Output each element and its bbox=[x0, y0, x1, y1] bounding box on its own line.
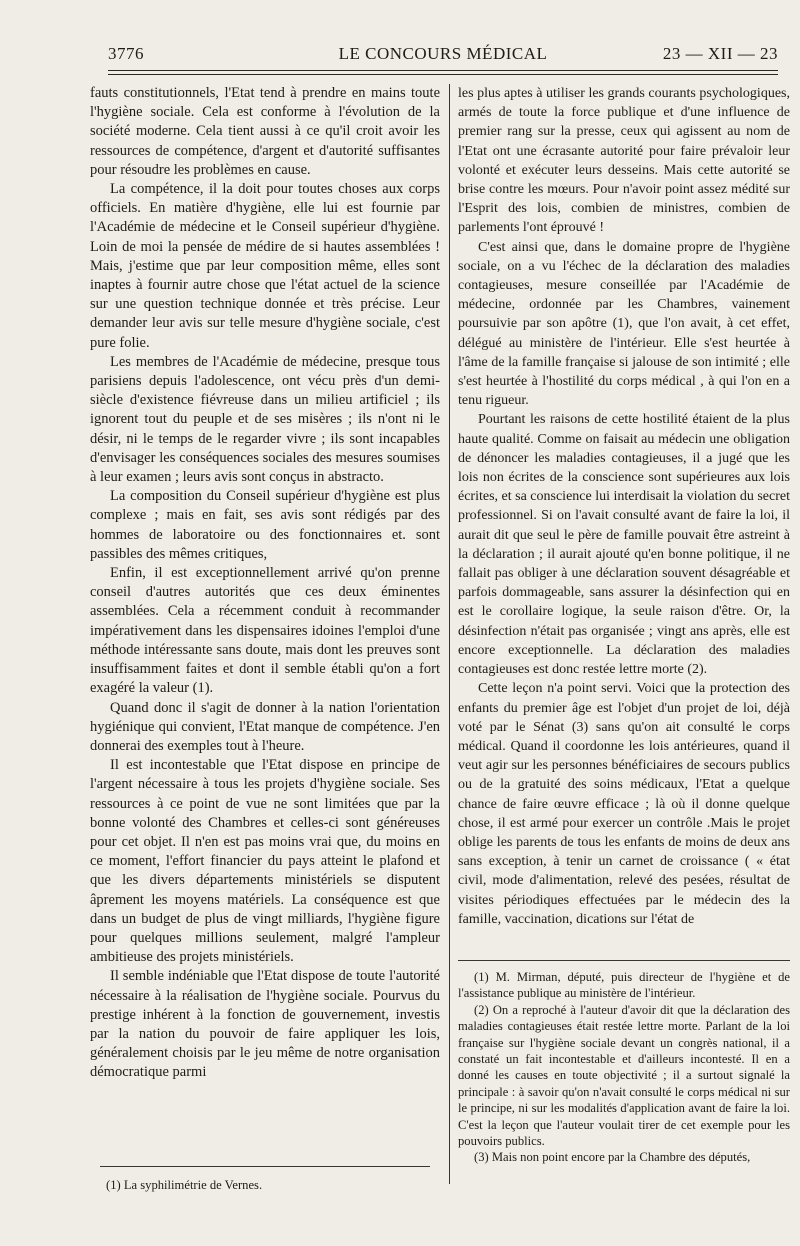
paragraph: fauts constitutionnels, l'Etat tend à prendre en mains toute l'hygiène sociale. Cela est conforme à l'évolution de la société moderne. Cela tient aussi à ce qu'il croit avoir les ressources de compétence, d'argent et d'autorité suffisantes pour résoudre les problèmes en cause. bbox=[90, 85, 440, 178]
paragraph: Il semble indéniable que l'Etat dispose de toute l'autorité nécessaire à la réalisation de l'hygiène sociale. Pourvus du prestige inhérent à la fonction de gouvernement, investis par la nation du pouvoir de faire appliquer les lois, généralement choisis par le jeu même de notre organisation démocratique parmi bbox=[90, 968, 440, 1081]
paragraph: La composition du Conseil supérieur d'hygiène est plus complexe ; mais en fait, ses avis sont rédigés par des hommes de laboratoire ou des fonctionnaires et. sont passibles des mêmes critiques, bbox=[90, 488, 440, 562]
right-column bbox=[458, 84, 790, 929]
paragraph: les plus aptes à utiliser les grands courants psychologiques, armés de toute la force publique et d'une influence de premier rang sur la presse, ceux qui agissent au nom de l'Etat ont une écrasante autorité pour faire prévaloir leur volonté et exécuter leurs desseins. Mais cette autorité se brise contre les mœurs. Pour n'avoir point assez médité sur l'Esprit des lois, combien de ministres, combien de parlements l'ont éprouvé ! bbox=[458, 86, 790, 236]
header-rule bbox=[108, 70, 778, 71]
running-header bbox=[108, 44, 778, 70]
paragraph: La compétence, il la doit pour toutes choses aux corps officiels. En matière d'hygiène, elle lui est fournie par l'Académie de médecine et le Conseil supérieur d'hygiène. Loin de moi la pensée de médire de si hautes assemblées ! Mais, j'estime que par leur composition même, elles sont inaptes à fournir autre chose que l'état actuel de la science sur une question technique donnée et très précise. Leur demander leur avis sur telle mesure d'hygiène sociale, c'est pure folie. bbox=[90, 181, 440, 351]
left-footnotes bbox=[90, 1166, 440, 1193]
footnote: (1) M. Mirman, député, puis directeur de l'hygiène et de l'assistance publique au ministère de l'intérieur. bbox=[458, 970, 790, 1001]
journal-title: LE CONCOURS MÉDICAL bbox=[338, 44, 548, 63]
left-column bbox=[90, 84, 440, 1083]
footnote: (3) Mais non point encore par la Chambre des députés, bbox=[474, 1150, 751, 1165]
right-footnotes bbox=[458, 960, 790, 1166]
paragraph: Pourtant les raisons de cette hostilité étaient de la plus haute qualité. Comme on faisait au médecin une obligation de dénoncer les maladies contagieuses, il a jugé que les lois non écrites de la conscience sont supérieures aux lois écrites, et sa conscience lui interdisait la violation du secret professionnel. Si on l'avait consulté avant de faire la loi, il aurait dit que seul le père de famille pouvait être astreint à la déclaration ; il aurait ajouté qu'en bonne politique, il ne fallait pas obliger à une déclaration souvent désagréable et parfois dommageable, sans assurer la désinfection qui en est le corollaire logique, la seule raison d'être. Or, la désinfection n'était pas organisée ; vingt ans après, elle est encore exceptionnelle. La déclaration des maladies contagieuses est donc restée lettre morte (2). bbox=[458, 412, 790, 678]
paragraph: Cette leçon n'a point servi. Voici que la protection des enfants du premier âge est l'objet d'un projet de loi, déjà voté par le Sénat (3) sans qu'on ait consulté le corps médical. Quand il coordonne les lois antérieures, quand il veut agir sur les personnes bénéficiaires de secours publics ou de la gratuité des soins médicaux, l'Etat a quelque chance de faire œuvre efficace ; là où il donne quelque chose, il est armé pour exercer un contrôle .Mais le projet oblige les parents de tous les enfants de moins de deux ans sans exception, à tenir un carnet de croissance ( « état civil, mode d'alimentation, relevé des pesées, résultat de visites périodiques effectuées par le médecin des la famille, vaccination, dications sur l'état de bbox=[458, 681, 790, 927]
page-number: 3776 bbox=[108, 44, 144, 63]
column-divider bbox=[449, 84, 450, 1184]
footnote: (2) On a reproché à l'auteur d'avoir dit que la déclaration des maladies contagieuses était restée lettre morte. Parlant de la loi française sur l'hygiène sociale devant un congrès national, il a constaté un fait incontestable et d'ailleurs incontesté. Il en a donné les causes en toute objectivité ; il a surtout signalé la principale : à savoir qu'on n'avait consulté le corps médical ni sur le principe, ni sur les modalités d'application avant de faire la loi. C'est la leçon que l'auteur voulait tirer de cet exemple pour les pouvoirs publics. bbox=[458, 1002, 790, 1149]
footnote: (1) La syphilimétrie de Vernes. bbox=[106, 1178, 263, 1192]
paragraph: Les membres de l'Académie de médecine, presque tous parisiens depuis l'adolescence, ont vécu près d'un demi-siècle d'existence fiévreuse dans un milieu artificiel ; ils ignorent tout du peuple et de ses misères ; ils n'ont ni le désir, ni le temps de le regarder vivre ; ils sont incapables d'envisager les conséquences sociales des mesures soumises à leur examen ; leurs avis sont conçus in abstracto. bbox=[90, 353, 440, 486]
footnote-rule bbox=[100, 1166, 430, 1167]
paragraph: Enfin, il est exceptionnellement arrivé qu'on prenne conseil d'autres autorités que ces deux éminentes assemblées. Cela a récemment conduit à recommander impérativement dans les dispensaires idoines l'emploi d'une méthode intéressante sans doute, mais dont les preuves sont insuffisamment faites et dont il semble établi qu'on a fort exagéré la valeur (1). bbox=[90, 565, 440, 697]
footnote-rule bbox=[458, 960, 790, 961]
paragraph: Il est incontestable que l'Etat dispose en principe de l'argent nécessaire à tous les projets d'hygiène sociale. Ses ressources à ce point de vue ne sont limitées que par la bonne volonté des Chambres et celles-ci sont généreuses pour cet objet. Il n'en est pas moins vrai que, du moins en ce moment, l'effort financier du pays atteint le plafond et que les divers départements ministériels se disputent âprement les moyens matériels. La conséquence est que dans un budget de plus de vingt milliards, l'hygiène figure pour quelques millions seulement, malgré l'ampleur ambitieuse des projets ministériels. bbox=[90, 757, 440, 966]
issue-date: 23 — XII — 23 bbox=[662, 44, 778, 63]
paragraph: C'est ainsi que, dans le domaine propre de l'hygiène sociale, on a vu l'échec de la déclaration des maladies contagieuses, mesure conseillée par l'Académie de médecine, ordonnée par les Chambres, vainement poursuivie par son apôtre (1), que l'on avait, à cet effet, délégué au ministère de l'intérieur. Elle s'est heurtée à l'âme de la famille française si jalouse de son intimité ; elle s'est heurtée à l'hostilité du corps médical , à qui l'on en a tenu rigueur. bbox=[458, 239, 790, 409]
paragraph: Quand donc il s'agit de donner à la nation l'orientation hygiénique qui convient, l'Etat manque de compétence. J'en donnerai des exemples tout à l'heure. bbox=[90, 699, 440, 754]
header-rule-thin bbox=[108, 74, 778, 75]
